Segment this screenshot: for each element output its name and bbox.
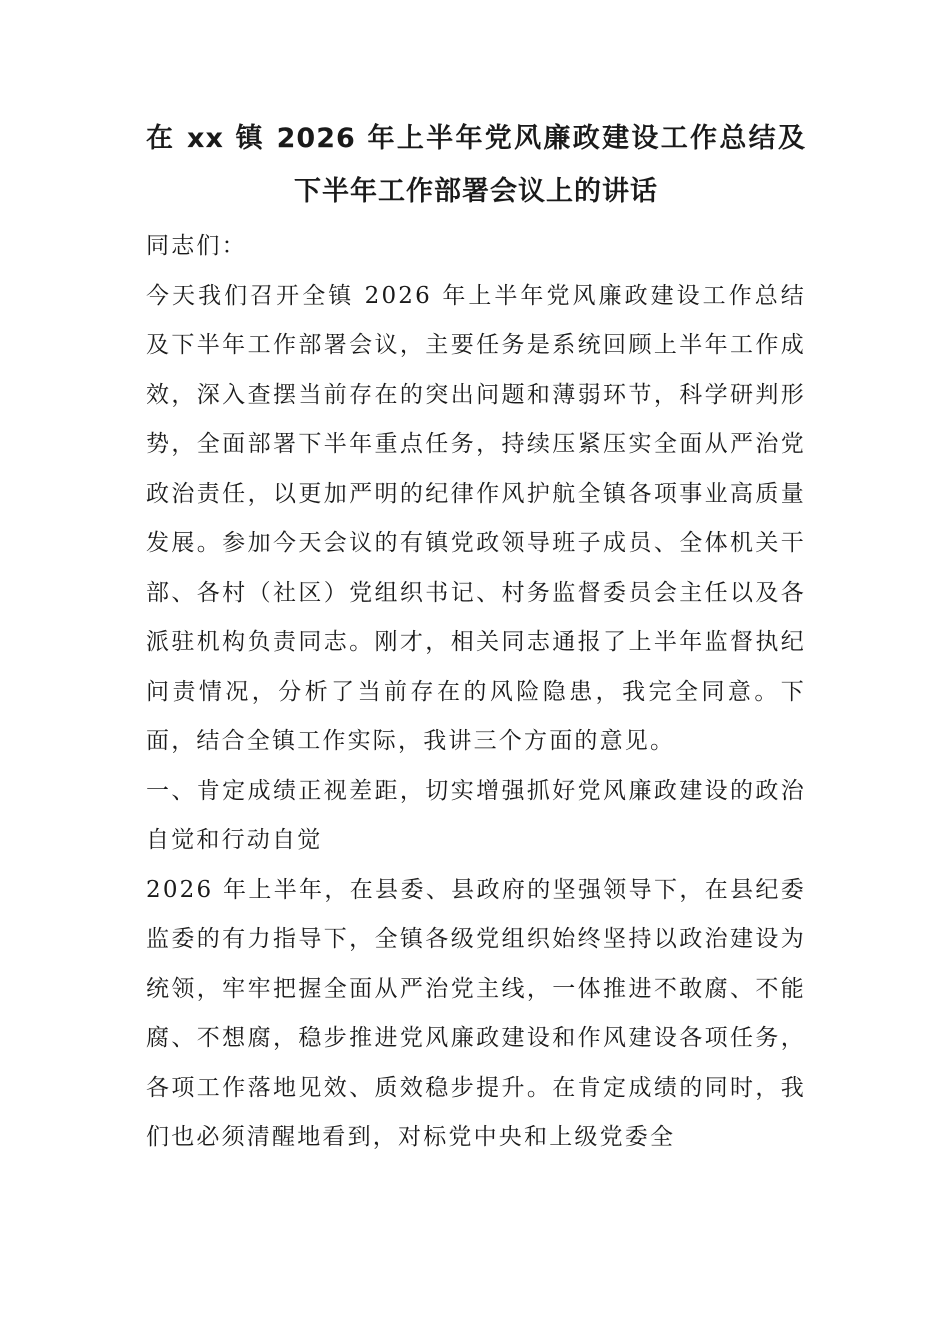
body-paragraph-section-1: 2026 年上半年，在县委、县政府的坚强领导下，在县纪委监委的有力指导下，全镇各级党组织始终坚持以政治建设为统领，牢牢把握全面从严治党主线，一体推进不敢腐、不能腐、不想腐，稳步推进党风廉政建设和作风建设各项任务，各项工作落地见效、质效稳步提升。在肯定成绩的同时，我们也必须清醒地看到，对标党中央和上级党委全 (146, 876, 806, 1150)
section-heading-1: 一、肯定成绩正视差距，切实增强抓好党风廉政建设的政治自觉和行动自觉 (146, 777, 806, 853)
body-paragraph-intro: 今天我们召开全镇 2026 年上半年党风廉政建设工作总结及下半年工作部署会议，主要任务是系统回顾上半年工作成效，深入查摆当前存在的突出问题和薄弱环节，科学研判形势，全面部署下半年重点任务，持续压紧压实全面从严治党政治责任，以更加严明的纪律作风护航全镇各项事业高质量发展。参加今天会议的有镇党政领导班子成员、全体机关干部、各村（社区）党组织书记、村务监督委员会主任以及各派驻机构负责同志。刚才，相关同志通报了上半年监督执纪问责情况，分析了当前存在的风险隐患，我完全同意。下面，结合全镇工作实际，我讲三个方面的意见。 (146, 282, 806, 754)
document-title: 在 xx 镇 2026 年上半年党风廉政建设工作总结及下半年工作部署会议上的讲话 (146, 123, 806, 207)
document-page (146, 112, 806, 1163)
salutation: 同志们： (146, 233, 247, 259)
